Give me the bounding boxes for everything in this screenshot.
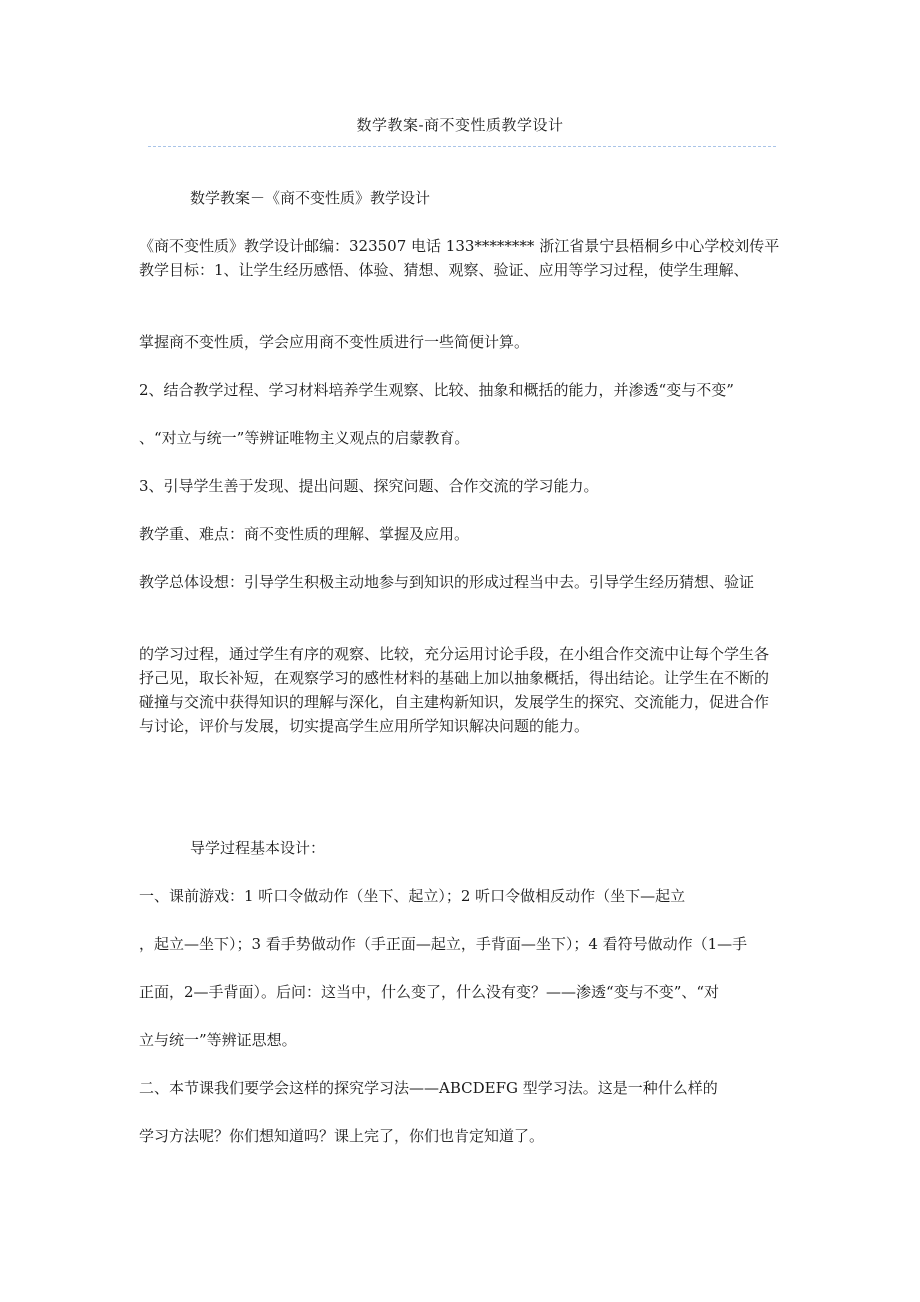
paragraph-intro: 《商不变性质》教学设计邮编：323507 电话 133******** 浙江省景宁县梧桐乡中心学校刘传平教学目标：1、让学生经历感悟、体验、猜想、观察、验证、应用等学习过程，使学生理解、 (139, 237, 780, 279)
paragraph-overall-idea: 教学总体设想：引导学生积极主动地参与到知识的形成过程当中去。引导学生经历猜想、验证 (139, 573, 755, 591)
paragraph-goal-1-cont: 掌握商不变性质，学会应用商不变性质进行一些简便计算。 (139, 333, 530, 351)
paragraph-method-1: 二、本节课我们要学会这样的探究学习法——ABCDEFG 型学习法。这是一种什么样的 (139, 1079, 718, 1097)
paragraph-goal-2: 2、结合教学过程、学习材料培养学生观察、比较、抽象和概括的能力，并渗透“变与不变” (139, 381, 734, 399)
paragraph-game-1: 一、课前游戏：1 听口令做动作（坐下、起立）；2 听口令做相反动作（坐下—起立 (139, 887, 686, 905)
paragraph-overall-idea-cont: 的学习过程，通过学生有序的观察、比较，充分运用讨论手段，在小组合作交流中让每个学生各抒己见，取长补短，在观察学习的感性材料的基础上加以抽象概括，得出结论。让学生在不断的碰撞与交流中获得知识的理解与深化，自主建构新知识，发展学生的探究、交流能力，促进合作与讨论，评价与发展，切实提高学生应用所学知识解决问题的能力。 (139, 645, 770, 735)
paragraph-key-points: 教学重、难点：商不变性质的理解、掌握及应用。 (139, 525, 470, 543)
paragraph-game-3: 正面，2—手背面）。后问：这当中，什么变了，什么没有变？——渗透“变与不变”、“对 (139, 983, 720, 1001)
header-divider (148, 146, 776, 147)
paragraph-goal-2-cont: 、“对立与统一”等辨证唯物主义观点的启蒙教育。 (139, 429, 470, 447)
page-header-title: 数学教案-商不变性质教学设计 (356, 116, 564, 134)
paragraph-method-2: 学习方法呢？你们想知道吗？课上完了，你们也肯定知道了。 (139, 1127, 545, 1145)
document-heading: 数学教案－《商不变性质》教学设计 (190, 189, 431, 207)
paragraph-game-2: ，起立—坐下）；3 看手势做动作（手正面—起立，手背面—坐下）；4 看符号做动作（1—手 (139, 935, 748, 953)
section-heading-guide: 导学过程基本设计： (190, 839, 326, 857)
paragraph-game-4: 立与统一”等辨证思想。 (139, 1031, 297, 1049)
paragraph-goal-3: 3、引导学生善于发现、提出问题、探究问题、合作交流的学习能力。 (139, 477, 599, 495)
